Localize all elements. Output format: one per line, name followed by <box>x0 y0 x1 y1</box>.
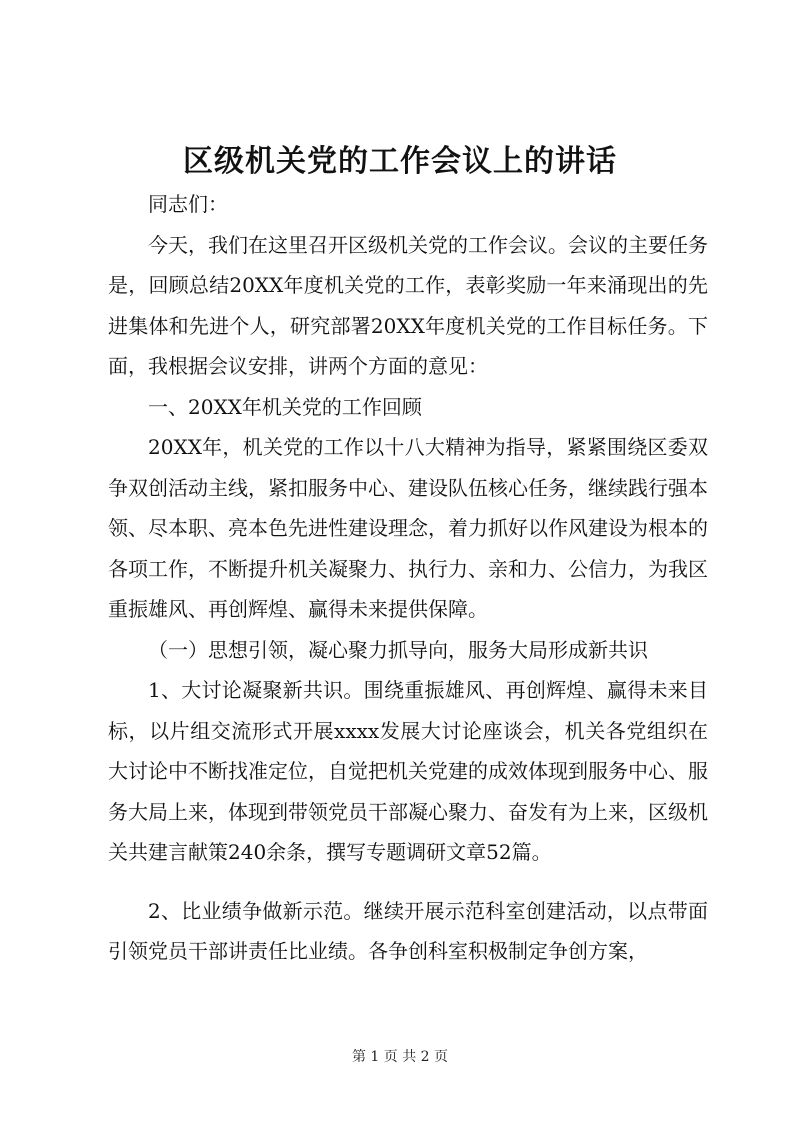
paragraph-item-1: 1、大讨论凝聚新共识。围绕重振雄风、再创辉煌、赢得未来目标，以片组交流形式开展xxxx发展大讨论座谈会，机关各党组织在大讨论中不断找准定位，自觉把机关党建的成效体现到服务中心、服务大局上来，体现到带领党员干部凝心聚力、奋发有为上来，区级机关共建言献策240余条，撰写专题调研文章52篇。 <box>108 678 708 864</box>
salutation: 同志们： <box>148 192 228 216</box>
paragraph-intro: 今天，我们在这里召开区级机关党的工作会议。会议的主要任务是，回顾总结20XX年度机关党的工作，表彰奖励一年来涌现出的先进集体和先进个人，研究部署20XX年度机关党的工作目标任务。下面，我根据会议安排，讲两个方面的意见： <box>108 232 708 378</box>
section-heading: 一、20XX年机关党的工作回顾 <box>148 394 422 419</box>
page-number: 第 1 页 共 2 页 <box>351 1049 449 1065</box>
document-body <box>108 184 708 972</box>
paragraph-review: 20XX年，机关党的工作以十八大精神为指导，紧紧围绕区委双争双创活动主线，紧扣服务中心、建设队伍核心任务，继续践行强本领、尽本职、亮本色先进性建设理念，着力抓好以作风建设为根本的各项工作，不断提升机关凝聚力、执行力、亲和力、公信力，为我区重振雄风、再创辉煌、赢得未来提供保障。 <box>108 435 708 621</box>
subsection-heading: （一）思想引领，凝心聚力抓导向，服务大局形成新共识 <box>148 637 648 662</box>
paragraph-item-2: 2、比业绩争做新示范。继续开展示范科室创建活动，以点带面引领党员干部讲责任比业绩。各争创科室积极制定争创方案， <box>108 898 708 963</box>
document-title: 区级机关党的工作会议上的讲话 <box>183 144 617 179</box>
